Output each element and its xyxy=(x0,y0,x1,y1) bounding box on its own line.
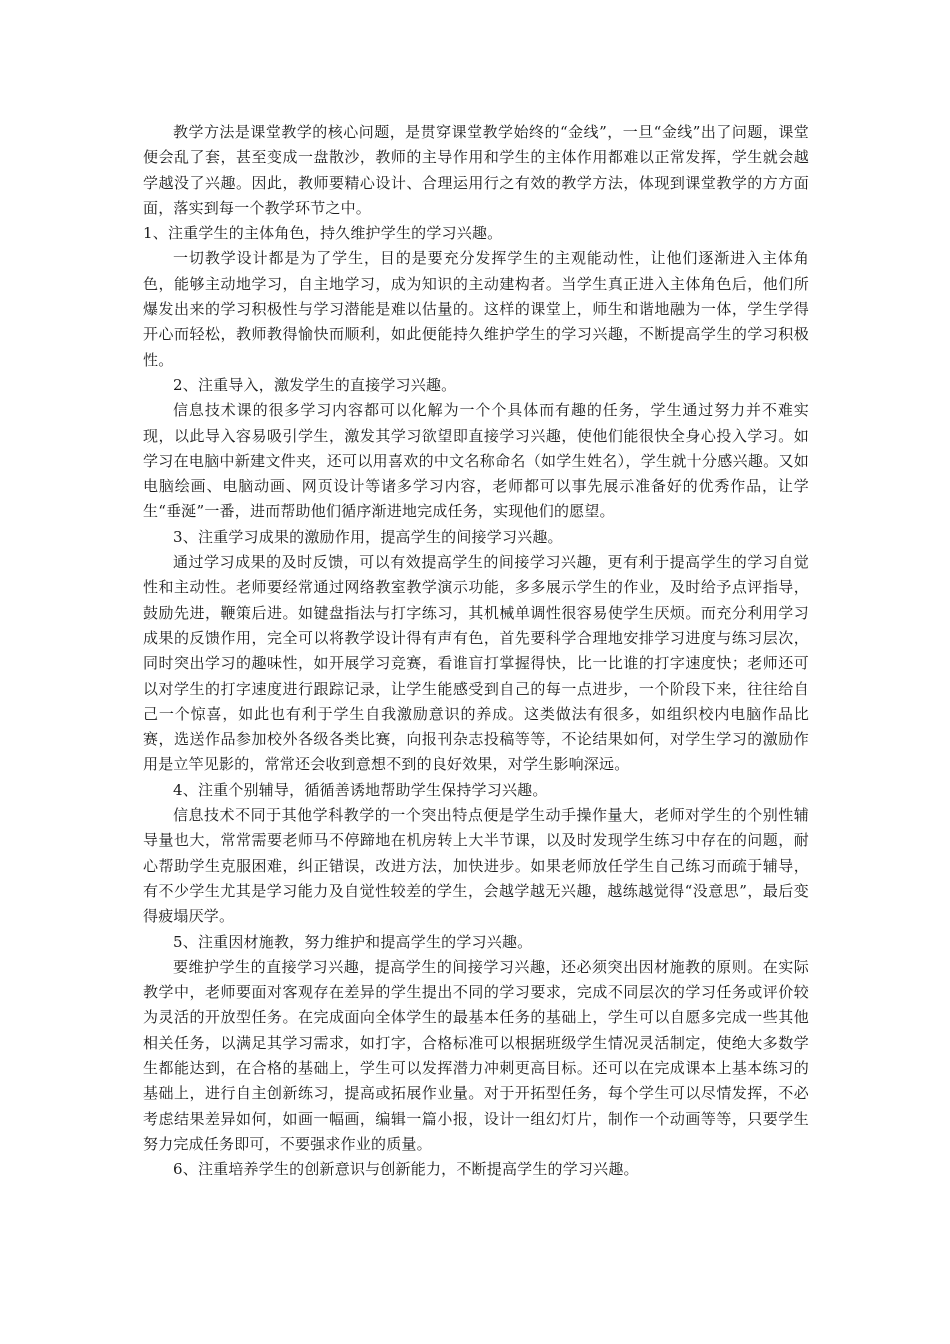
document-page xyxy=(143,120,809,1182)
section-heading-1: 1、注重学生的主体角色，持久维护学生的学习兴趣。 xyxy=(143,224,503,243)
section-heading-5: 5、注重因材施教，努力维护和提高学生的学习兴趣。 xyxy=(173,932,533,951)
paragraph-section-2: 信息技术课的很多学习内容都可以化解为一个个具体而有趣的任务，学生通过努力并不难实现，以此导入容易吸引学生，激发其学习欲望即直接学习兴趣，使他们能很快全身心投入学习。如学习在电脑中新建文件夹，还可以用喜欢的中文名称命名（如学生姓名），学生就十分感兴趣。又如电脑绘画、电脑动画、网页设计等诸多学习内容，老师都可以事先展示准备好的优秀作品，让学生“垂涎”一番，进而帮助他们循序渐进地完成任务，实现他们的愿望。 xyxy=(143,401,809,521)
section-heading-4: 4、注重个别辅导，循循善诱地帮助学生保持学习兴趣。 xyxy=(173,780,548,799)
section-heading-3: 3、注重学习成果的激励作用，提高学生的间接学习兴趣。 xyxy=(173,527,563,546)
paragraph-section-1: 一切教学设计都是为了学生，目的是要充分发挥学生的主观能动性，让他们逐渐进入主体角色，能够主动地学习，自主地学习，成为知识的主动建构者。当学生真正进入主体角色后，他们所爆发出来的学习积极性与学习潜能是难以估量的。这样的课堂上，师生和谐地融为一体，学生学得开心而轻松，教师教得愉快而顺利，如此便能持久维护学生的学习兴趣，不断提高学生的学习积极性。 xyxy=(143,249,809,369)
paragraph-section-3: 通过学习成果的及时反馈，可以有效提高学生的间接学习兴趣，更有利于提高学生的学习自觉性和主动性。老师要经常通过网络教室教学演示功能，多多展示学生的作业，及时给予点评指导，鼓励先进，鞭策后进。如键盘指法与打字练习，其机械单调性很容易使学生厌烦。而充分利用学习成果的反馈作用，完全可以将教学设计得有声有色，首先要科学合理地安排学习进度与练习层次，同时突出学习的趣味性，如开展学习竞赛，看谁盲打掌握得快，比一比谁的打字速度快；老师还可以对学生的打字速度进行跟踪记录，让学生能感受到自己的每一点进步，一个阶段下来，往往给自己一个惊喜，如此也有利于学生自我激励意识的养成。这类做法有很多，如组织校内电脑作品比赛，选送作品参加校外各级各类比赛，向报刊杂志投稿等等，不论结果如何，对学生学习的激励作用是立竿见影的，常常还会收到意想不到的良好效果，对学生影响深远。 xyxy=(143,553,809,774)
paragraph-intro: 教学方法是课堂教学的核心问题，是贯穿课堂教学始终的“金线”，一旦“金线”出了问题，课堂便会乱了套，甚至变成一盘散沙，教师的主导作用和学生的主体作用都难以正常发挥，学生就会越学越没了兴趣。因此，教师要精心设计、合理运用行之有效的教学方法，体现到课堂教学的方方面面，落实到每一个教学环节之中。 xyxy=(143,123,809,217)
section-heading-2: 2、注重导入，激发学生的直接学习兴趣。 xyxy=(173,375,457,394)
paragraph-section-4: 信息技术不同于其他学科教学的一个突出特点便是学生动手操作量大，老师对学生的个别性辅导量也大，常常需要老师马不停蹄地在机房转上大半节课，以及时发现学生练习中存在的问题，耐心帮助学生克服困难，纠正错误，改进方法，加快进步。如果老师放任学生自己练习而疏于辅导，有不少学生尤其是学习能力及自觉性较差的学生，会越学越无兴趣，越练越觉得“没意思”，最后变得疲塌厌学。 xyxy=(143,806,809,926)
paragraph-section-5: 要维护学生的直接学习兴趣，提高学生的间接学习兴趣，还必须突出因材施教的原则。在实际教学中，老师要面对客观存在差异的学生提出不同的学习要求，完成不同层次的学习任务或评价较为灵活的开放型任务。在完成面向全体学生的最基本任务的基础上，学生可以自愿多完成一些其他相关任务，以满足其学习需求，如打字，合格标准可以根据班级学生情况灵活制定，使绝大多数学生都能达到，在合格的基础上，学生可以发挥潜力冲刺更高目标。还可以在完成课本上基本练习的基础上，进行自主创新练习，提高或拓展作业量。对于开拓型任务，每个学生可以尽情发挥，不必考虑结果差异如何，如画一幅画，编辑一篇小报，设计一组幻灯片，制作一个动画等等，只要学生努力完成任务即可，不要强求作业的质量。 xyxy=(143,957,809,1153)
section-heading-6: 6、注重培养学生的创新意识与创新能力，不断提高学生的学习兴趣。 xyxy=(173,1160,639,1179)
